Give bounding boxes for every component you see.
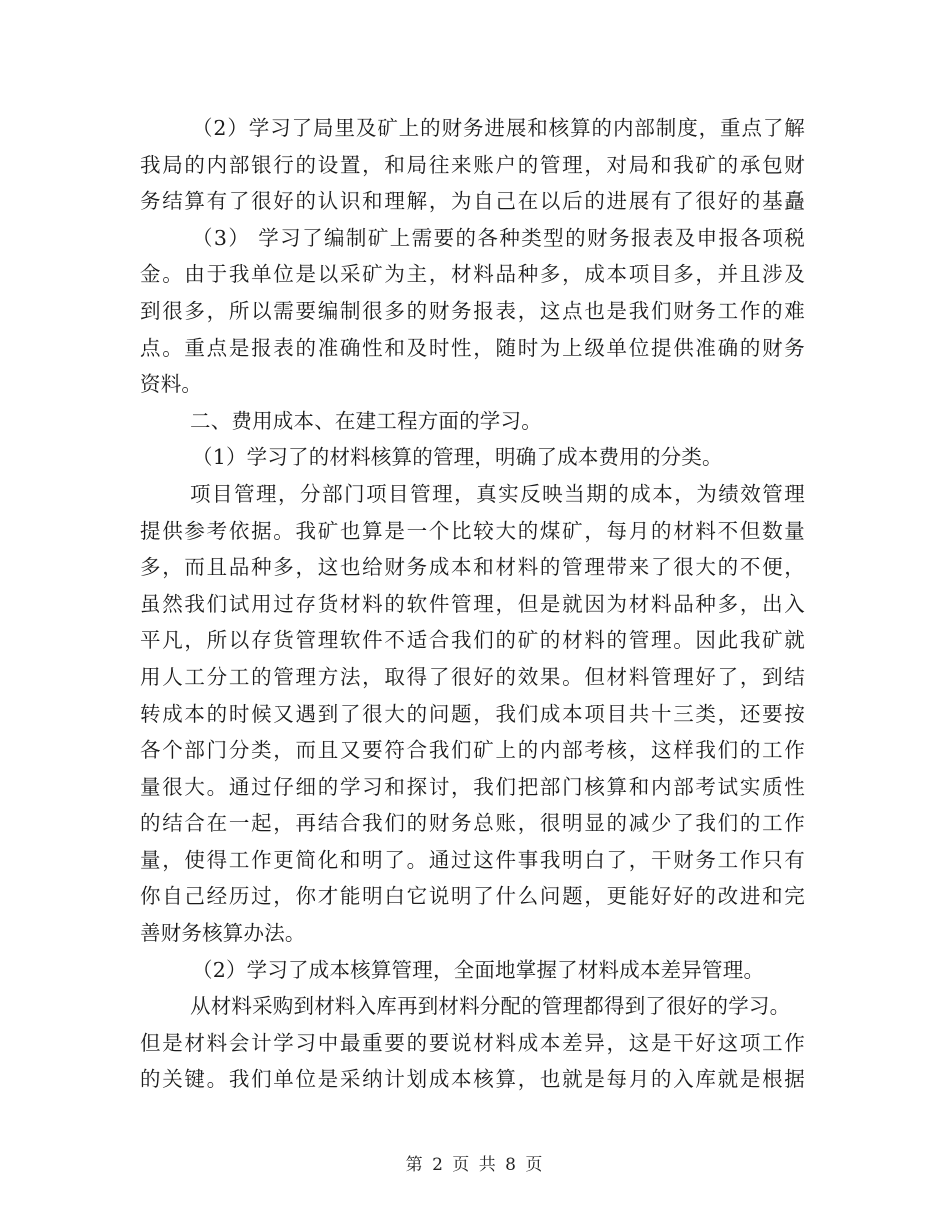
paragraph-line: 虽然我们试用过存货材料的软件管理，但是就因为材料品种多，出入	[140, 591, 805, 616]
paragraph-line: 用人工分工的管理方法，取得了很好的效果。但材料管理好了，到结	[140, 664, 805, 689]
subsection-heading: （2）学习了成本核算管理，全面地掌握了材料成本差异管理。	[192, 957, 765, 982]
paragraph-line: 我局的内部银行的设置，和局往来账户的管理，对局和我矿的承包财	[140, 152, 805, 177]
paragraph-line: 善财务核算办法。	[140, 921, 306, 946]
paragraph-line: 量很大。通过仔细的学习和探讨，我们把部门核算和内部考试实质性	[140, 774, 805, 799]
paragraph-line: 点。重点是报表的准确性和及时性，随时为上级单位提供准确的财务	[140, 335, 805, 360]
section-heading: 二、费用成本、在建工程方面的学习。	[190, 408, 542, 433]
paragraph-line: 各个部门分类，而且又要符合我们矿上的内部考核，这样我们的工作	[140, 738, 805, 763]
paragraph-line: 务结算有了很好的认识和理解，为自己在以后的进展有了很好的基矗	[140, 189, 805, 214]
paragraph-line: 到很多，所以需要编制很多的财务报表，这点也是我们财务工作的难	[140, 298, 805, 323]
paragraph-line: 转成本的时候又遇到了很大的问题，我们成本项目共十三类，还要按	[140, 701, 805, 726]
paragraph-line: 多，而且品种多，这也给财务成本和材料的管理带来了很大的不便，	[140, 555, 805, 580]
paragraph-line: 的结合在一起，再结合我们的财务总账，很明显的减少了我们的工作	[140, 811, 805, 836]
paragraph-line: 的关键。我们单位是采纳计划成本核算，也就是每月的入库就是根据	[140, 1067, 805, 1092]
paragraph-line: 从材料采购到材料入库再到材料分配的管理都得到了很好的学习。	[190, 994, 791, 1019]
paragraph-line: 项目管理，分部门项目管理，真实反映当期的成本，为绩效管理	[190, 481, 805, 506]
subsection-heading: （1）学习了的材料核算的管理，明确了成本费用的分类。	[192, 445, 723, 470]
paragraph-line: 但是材料会计学习中最重要的要说材料成本差异，这是干好这项工作	[140, 1030, 805, 1055]
paragraph-line: 提供参考依据。我矿也算是一个比较大的煤矿，每月的材料不但数量	[140, 518, 805, 543]
paragraph-line: 量，使得工作更简化和明了。通过这件事我明白了，干财务工作只有	[140, 847, 805, 872]
paragraph-line: （3） 学习了编制矿上需要的各种类型的财务报表及申报各项税	[192, 225, 805, 250]
body-text	[140, 110, 805, 1098]
paragraph-line: 平凡，所以存货管理软件不适合我们的矿的材料的管理。因此我矿就	[140, 628, 805, 653]
paragraph-line: 金。由于我单位是以采矿为主，材料品种多，成本项目多，并且涉及	[140, 262, 805, 287]
paragraph-line: 资料。	[140, 372, 203, 397]
paragraph-line: （2）学习了局里及矿上的财务进展和核算的内部制度，重点了解	[192, 116, 805, 140]
page-number-footer: 第 2 页 共 8 页	[405, 1155, 545, 1175]
paragraph-line: 你自己经历过，你才能明白它说明了什么问题，更能好好的改进和完	[140, 884, 805, 909]
